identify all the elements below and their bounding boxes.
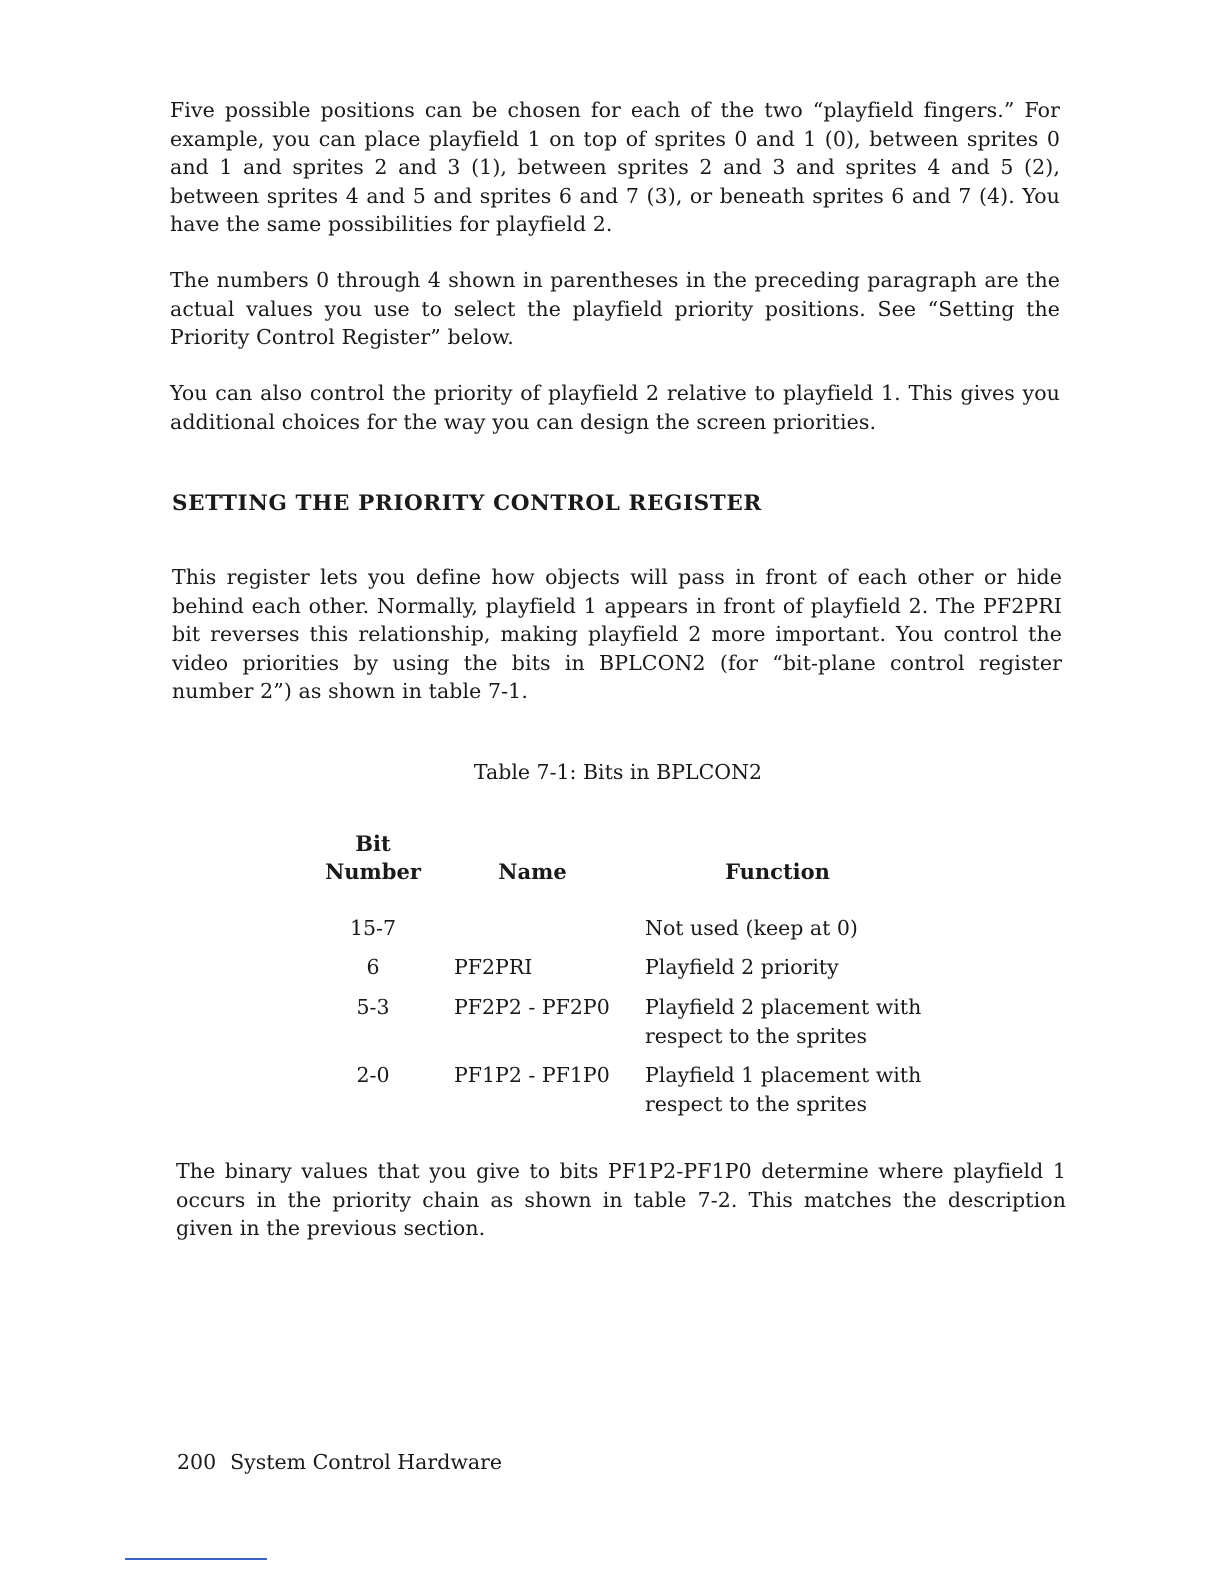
table-caption: Table 7-1: Bits in BPLCON2 — [473, 760, 763, 784]
table-cell-name: PF2PRI — [454, 955, 533, 979]
table-cell-function-line1: Playfield 2 priority — [645, 955, 839, 979]
paragraph-playfield-positions: Five possible positions can be chosen for each of the two “playfield fingers.” For example, you can place playfield 1 on top of sprites 0 and 1 (0), between sprites 0 and 1 and sprites 2 and 3 (1), between sprites 2 and 3 and sprites 4 and 5 (2), between sprites 4 and 5 and sprites 6 and 7 (3), or beneath sprites 6 and 7 (4). You have the same possibilities for playfield 2. — [170, 98, 1060, 236]
paragraph-priority-values: The numbers 0 through 4 shown in parentheses in the preceding paragraph are the actual values you use to select the playfield priority positions. See “Setting the Priority Control Register” below. — [170, 268, 1060, 349]
footer-section-title: System Control Hardware — [230, 1450, 503, 1474]
table-header-bit-number — [312, 830, 434, 886]
table-cell-function — [645, 1061, 945, 1118]
paragraph-playfield-relative-priority: You can also control the priority of playfield 2 relative to playfield 1. This gives you additional choices for the way you can design the screen priorities. — [170, 381, 1060, 434]
scan-artifact-divider — [125, 1558, 267, 1560]
table-header-bit-line2: Number — [325, 859, 421, 884]
table-cell-bit: 15-7 — [349, 916, 397, 940]
table-cell-function-line1: Not used (keep at 0) — [645, 916, 858, 940]
page-footer — [177, 1450, 502, 1474]
table-cell-function-line1: Playfield 1 placement with — [645, 1063, 922, 1087]
table-cell-name: PF2P2 - PF2P0 — [454, 995, 610, 1019]
table-header-bit-line1: Bit — [355, 831, 391, 856]
table-cell-function-line1: Playfield 2 placement with — [645, 995, 922, 1019]
page-number: 200 — [177, 1450, 217, 1474]
table-cell-function-line2: respect to the sprites — [645, 1023, 868, 1048]
table-cell-function-line2: respect to the sprites — [645, 1091, 868, 1116]
table-cell-bit: 2-0 — [356, 1063, 390, 1087]
paragraph-priority-register: This register lets you define how objects will pass in front of each other or hide behind each other. Normally, playfield 1 appears in front of playfield 2. The PF2PRI bit reverses this relationship, making playfield 2 more important. You control the video priorities by using the bits in BPLCON2 (for “bit-plane control register number 2”) as shown in table 7-1. — [172, 565, 1062, 703]
table-cell-function — [645, 914, 945, 943]
paragraph-binary-values: The binary values that you give to bits PF1P2-PF1P0 determine where playfield 1 occurs in the priority chain as shown in table 7-2. This matches the description given in the previous section. — [176, 1159, 1066, 1240]
table-cell-function — [645, 953, 945, 982]
table-cell-name: PF1P2 - PF1P0 — [454, 1063, 610, 1087]
table-header-name: Name — [498, 859, 567, 884]
table-cell-bit: 6 — [366, 955, 380, 979]
table-header-function: Function — [725, 859, 830, 884]
section-heading: SETTING THE PRIORITY CONTROL REGISTER — [172, 491, 762, 516]
table-cell-bit: 5-3 — [356, 995, 390, 1019]
table-cell-function — [645, 993, 945, 1050]
